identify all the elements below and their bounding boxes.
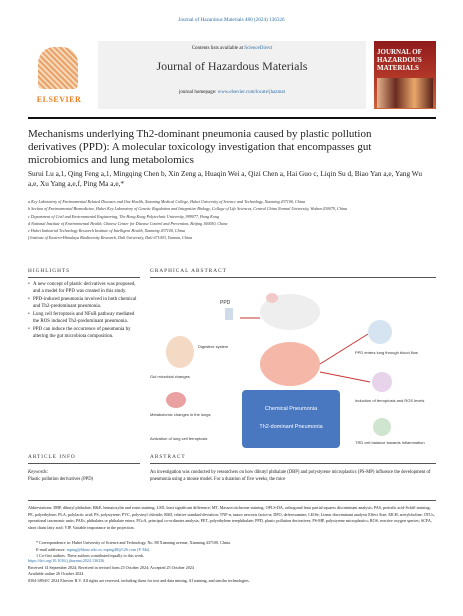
highlights-heading: HIGHLIGHTS xyxy=(28,268,71,274)
lung-icon xyxy=(260,342,320,386)
article-info xyxy=(28,469,140,483)
tcell-icon xyxy=(373,418,391,436)
chemical-pneumonia-label: Chemical Pneumonia xyxy=(264,406,318,412)
available-online: Available online 26 October 2024 xyxy=(28,571,84,577)
tlr-label: TRD cell balance towards Inflammation xyxy=(355,440,425,445)
correspondence xyxy=(36,540,436,560)
divider xyxy=(28,117,436,119)
divider xyxy=(28,500,436,501)
affiliations xyxy=(28,198,436,242)
highlight-item: • Lung cell ferroptosis and NFκB pathway mediated the ROS induced Th2-predominant pneumonia. xyxy=(28,312,140,325)
activation-label: Activation of lung cell ferroptosis xyxy=(150,436,208,441)
graphical-abstract-heading: GRAPHICAL ABSTRACT xyxy=(150,268,227,274)
journal-title: Journal of Hazardous Materials xyxy=(156,59,308,73)
ros-label: PPD enters lung through blood flow xyxy=(355,350,418,355)
footer xyxy=(28,558,436,584)
journal-masthead xyxy=(28,41,436,113)
highlight-item: • PPD-induced pneumonia involved in both chemical and Th2-predominant pneumonia. xyxy=(28,297,140,310)
affiliation: d National Institute of Environmental Health, Chinese Center for Disease Control and Prevention, Beijing 100050, China xyxy=(28,220,228,226)
highlights-list xyxy=(28,282,140,342)
contents-line xyxy=(98,46,366,51)
pneumonia-box xyxy=(242,390,340,448)
journal-cover xyxy=(374,41,436,109)
divider xyxy=(150,277,436,278)
digestive-label: Digestive system xyxy=(198,344,229,349)
paper-title: Mechanisms underlying Th2-dominant pneumonia caused by plastic pollution derivatives (PPD): A molecular toxicology investigation that encompasses gut microbiomics and lung metabolomics xyxy=(28,128,372,166)
keyword: Plastic pollution derivatives (PPD) xyxy=(28,477,94,482)
highlight-item: • PPD can induce the occurrence of pneumonia by altering the gut microbiota composition. xyxy=(28,327,140,340)
divider xyxy=(150,463,436,464)
ppd-label: PPD xyxy=(220,300,231,306)
affiliation: c Department of Civil and Environmental Engineering, The Hong Kong Polytechnic University, 999077, Hong Kong xyxy=(28,213,219,219)
correspondence-address: * Correspondence to: Hubei University of Science and Technology, No. 88 Xianning avenue, Xianning 437100, China. xyxy=(36,540,231,545)
cover-image xyxy=(377,78,433,108)
author-list: Surui Lu a,1, Qing Feng a,1, Mingqing Chen b, Xin Zeng a, Huaqin Wei a, Qizi Chen a, Hai Guo c, Liqin Su d, Biao Yan a,e, Yang Wu a,e, Xu Yang a,e,f, Ping Ma a,e,* xyxy=(28,169,423,188)
homepage-line xyxy=(98,90,366,95)
homepage-link[interactable]: www.elsevier.com/locate/jhazmat xyxy=(217,90,286,95)
affiliation: a Key Laboratory of Environmental Related Diseases and One Health, Xianning Medical College, Hubei University of Science and Technology, Xianning 437100, China xyxy=(28,199,306,204)
affiliation: e Hubei Industrial Technology Research Institute of Intelligent Health, Xianning 437100, China xyxy=(28,228,185,234)
article-info-heading: ARTICLE INFO xyxy=(28,454,76,460)
graphical-abstract-figure xyxy=(150,282,430,452)
journal-reference[interactable]: Journal of Hazardous Materials 480 (2024) 136326 xyxy=(178,17,285,23)
divider xyxy=(28,463,140,464)
email-line xyxy=(36,547,436,554)
ppd-vial xyxy=(225,308,233,320)
gut-label: Gut microbial changes xyxy=(150,374,190,379)
affiliation: f Institute of Eastern-Himalaya Biodiversity Research, Dali University, Dali 671003, Yunnan, China xyxy=(28,235,193,241)
elsevier-logo xyxy=(28,41,90,109)
doi-link[interactable]: https://doi.org/10.1016/j.jhazmat.2024.136326 xyxy=(28,558,105,563)
sciencedirect-link[interactable]: ScienceDirect xyxy=(244,46,273,51)
email-label: E-mail addresses: xyxy=(36,546,67,552)
affiliation: b Section of Environmental Biomedicine, Hubei Key Laboratory of Genetic Regulation and Integrative Biology, College of Life Sciences, Central China Normal University, Wuhan 430079, China xyxy=(28,206,347,212)
received-dates: Received 14 September 2024; Received in revised form 25 October 2024; Accepted 25 October 2024 xyxy=(28,564,194,570)
abbreviations: Abbreviations: DBP, dibutyl phthalate; H&E, hematoxylin and eosin staining; LSD, least significant difference; MT, Masson trichrome staining; OPLS-DA, orthogonal least partial squares discriminant analysis; PAS, periodic acid-Schiff staining; PE, polyethylene; PLA, polylactic acid; PS, polystyrene; PVC, polyvinyl chloride; RSD, relative standard deviation; TNF-α, tumor necrosis factor-α; DFO, deferoxamine; LEfSe, Linear discriminant analysis Effect Size; MCH, acetylcholine; OTUs, operational taxonomic units; PAEs, phthalates or phthalate esters; PCoA, principal co-ordinates analysis; PET, polyethylene terephthalate; PPD, plastic pollution derivatives; PS-MP, polystyrene microplastics; ROS, reactive oxygen species; SCFA, short chain fatty acid; VIP, Variable importance in the projection. xyxy=(28,505,435,530)
digestive-organ-icon xyxy=(166,336,194,368)
lung-small-icon xyxy=(166,392,186,408)
cell-icon xyxy=(368,320,392,344)
mouse-ear xyxy=(266,293,278,303)
abstract-heading: ABSTRACT xyxy=(150,454,186,460)
keywords-label: Keywords: xyxy=(28,470,49,475)
th2-pneumonia-label: Th2-dominant Pneumonia xyxy=(259,424,323,430)
highlight-item: • A new concept of plastic derivatives was proposed, and a model for PPD was created in this study. xyxy=(28,282,140,295)
inflammation-label: Induction of ferroptosis and ROS levels xyxy=(355,398,425,403)
divider xyxy=(28,277,140,278)
homepage-prefix: journal homepage: xyxy=(178,90,218,95)
contents-prefix: Contents lists available at xyxy=(191,46,245,51)
copyright: 0304-3894/© 2024 Elsevier B.V. All rights are reserved, including those for text and data mining, AI training, and similar technologies. xyxy=(28,577,250,583)
masthead-center xyxy=(98,41,366,109)
elsevier-tree-icon xyxy=(38,47,78,89)
email-link[interactable]: mping@hbust.edu.cn, mping48@126.com (P. Ma). xyxy=(66,546,151,552)
metabolome-label: Metabolomic changes in the lungs xyxy=(150,412,211,417)
abstract-text: An investigation was conducted by researchers on how dibutyl phthalate (DBP) and polystyrene microplastics (PS-MP) influence the development of pneumonia using a mouse model. For a duration of five weeks, the mice xyxy=(150,470,431,483)
co-first-note: 1 Co-first authors. These authors contributed equally to this work. xyxy=(36,553,145,559)
cover-title: JOURNAL OF HAZARDOUS MATERIALS xyxy=(377,48,422,72)
ferroptosis-icon xyxy=(372,372,392,392)
publisher-name: ELSEVIER xyxy=(36,95,82,104)
